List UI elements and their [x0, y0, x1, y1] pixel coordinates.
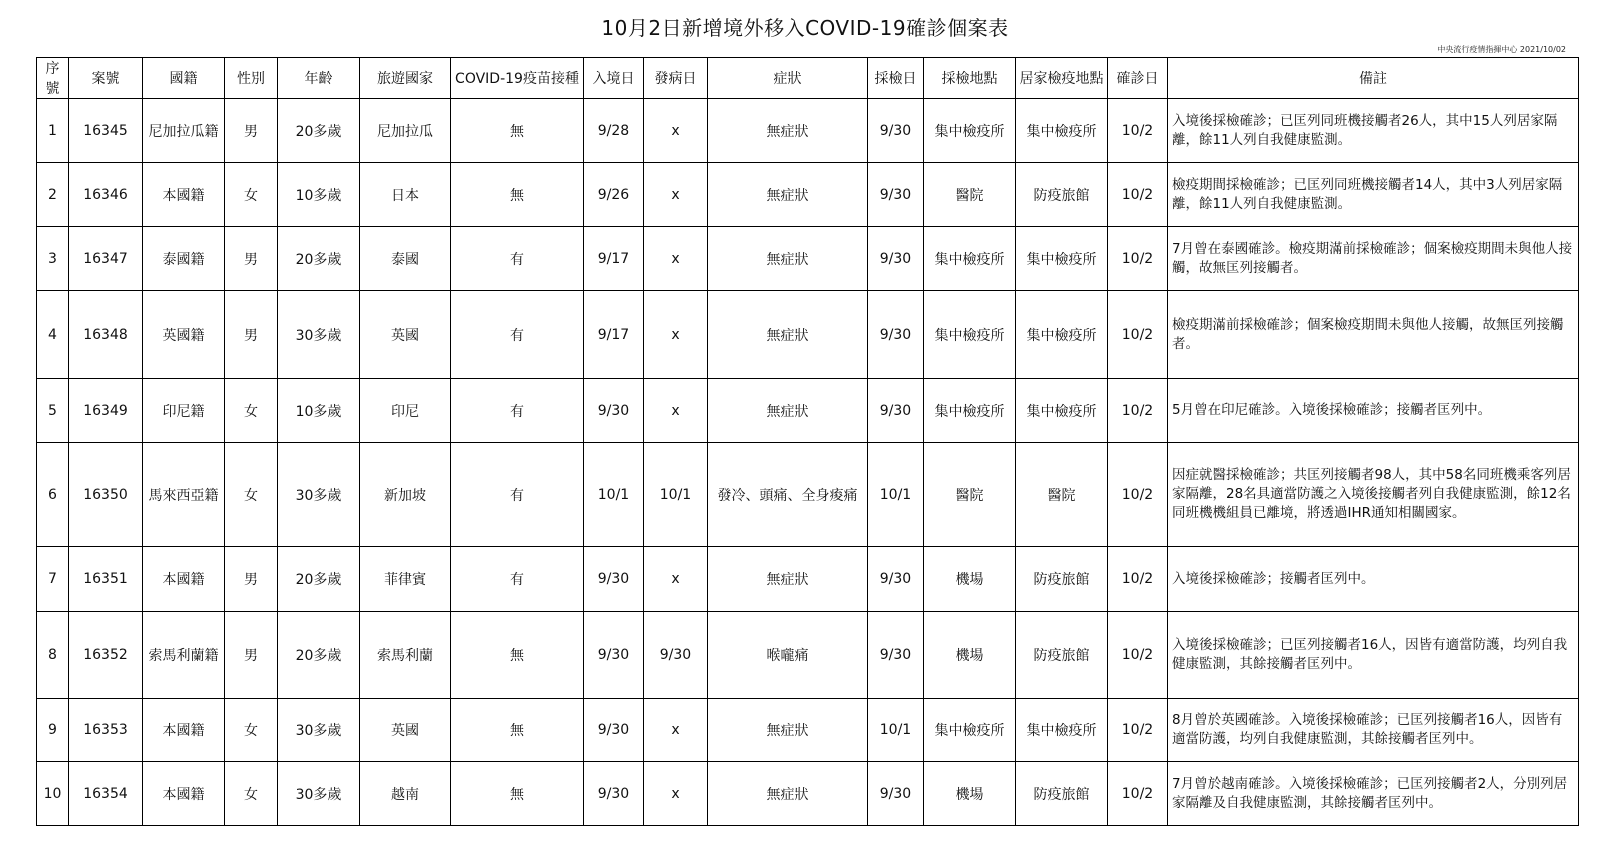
cell-vaccine: 有	[451, 227, 584, 291]
table-row	[37, 699, 1579, 762]
cell-note: 5月曾在印尼確診。入境後採檢確診；接觸者匡列中。	[1168, 379, 1579, 443]
header-test-site: 採檢地點	[924, 58, 1016, 99]
cell-vaccine: 有	[451, 291, 584, 379]
table-row	[37, 443, 1579, 547]
cell-nationality: 馬來西亞籍	[143, 443, 225, 547]
cell-no: 5	[37, 379, 69, 443]
cell-sex: 男	[225, 227, 278, 291]
cell-confirmed: 10/2	[1108, 612, 1168, 699]
cell-age: 30多歲	[278, 291, 360, 379]
cell-age: 30多歲	[278, 762, 360, 826]
cell-test-site: 集中檢疫所	[924, 291, 1016, 379]
cell-no: 1	[37, 99, 69, 163]
cell-entry: 9/30	[584, 379, 644, 443]
cell-case: 16351	[69, 547, 143, 612]
cell-confirmed: 10/2	[1108, 443, 1168, 547]
cell-sex: 男	[225, 612, 278, 699]
cell-travel: 尼加拉瓜	[360, 99, 451, 163]
cell-nationality: 英國籍	[143, 291, 225, 379]
cell-case: 16350	[69, 443, 143, 547]
cell-entry: 9/17	[584, 291, 644, 379]
table-row	[37, 379, 1579, 443]
cell-confirmed: 10/2	[1108, 699, 1168, 762]
cell-quarantine: 集中檢疫所	[1016, 699, 1108, 762]
cell-quarantine: 醫院	[1016, 443, 1108, 547]
cell-age: 30多歲	[278, 443, 360, 547]
cell-quarantine: 集中檢疫所	[1016, 227, 1108, 291]
table-row	[37, 612, 1579, 699]
cell-nationality: 本國籍	[143, 699, 225, 762]
cell-vaccine: 無	[451, 99, 584, 163]
cell-onset: x	[644, 99, 708, 163]
cell-nationality: 本國籍	[143, 762, 225, 826]
cell-onset: x	[644, 291, 708, 379]
cell-sex: 男	[225, 99, 278, 163]
cell-nationality: 索馬利蘭籍	[143, 612, 225, 699]
cell-no: 6	[37, 443, 69, 547]
header-vaccine: COVID-19疫苗接種	[451, 58, 584, 99]
cell-case: 16346	[69, 163, 143, 227]
cell-onset: 10/1	[644, 443, 708, 547]
cell-test-site: 醫院	[924, 163, 1016, 227]
cell-confirmed: 10/2	[1108, 762, 1168, 826]
cell-note: 7月曾在泰國確診。檢疫期滿前採檢確診；個案檢疫期間未與他人接觸，故無匡列接觸者。	[1168, 227, 1579, 291]
cell-confirmed: 10/2	[1108, 99, 1168, 163]
cell-nationality: 印尼籍	[143, 379, 225, 443]
cell-sex: 女	[225, 163, 278, 227]
cell-entry: 9/30	[584, 699, 644, 762]
cell-travel: 印尼	[360, 379, 451, 443]
cell-test-date: 9/30	[868, 762, 924, 826]
table-row	[37, 291, 1579, 379]
cell-note: 7月曾於越南確診。入境後採檢確診；已匡列接觸者2人，分別列居家隔離及自我健康監測，其餘接觸者匡列中。	[1168, 762, 1579, 826]
table-row	[37, 163, 1579, 227]
cell-test-site: 機場	[924, 612, 1016, 699]
header-nationality: 國籍	[143, 58, 225, 99]
cell-test-site: 醫院	[924, 443, 1016, 547]
cell-entry: 9/17	[584, 227, 644, 291]
cell-onset: x	[644, 699, 708, 762]
cell-note: 入境後採檢確診；已匡列同班機接觸者26人，其中15人列居家隔離，餘11人列自我健康監測。	[1168, 99, 1579, 163]
cell-quarantine: 防疫旅館	[1016, 163, 1108, 227]
cell-test-date: 10/1	[868, 699, 924, 762]
cell-quarantine: 防疫旅館	[1016, 547, 1108, 612]
cell-symptoms: 無症狀	[708, 547, 868, 612]
page-title: 10月2日新增境外移入COVID-19確診個案表	[601, 16, 1009, 40]
cell-vaccine: 無	[451, 163, 584, 227]
cell-confirmed: 10/2	[1108, 163, 1168, 227]
cell-age: 20多歲	[278, 612, 360, 699]
cell-entry: 9/30	[584, 762, 644, 826]
cell-nationality: 泰國籍	[143, 227, 225, 291]
cell-quarantine: 集中檢疫所	[1016, 99, 1108, 163]
cell-note: 檢疫期滿前採檢確診；個案檢疫期間未與他人接觸，故無匡列接觸者。	[1168, 291, 1579, 379]
cell-travel: 日本	[360, 163, 451, 227]
cell-confirmed: 10/2	[1108, 291, 1168, 379]
cell-case: 16354	[69, 762, 143, 826]
cell-case: 16347	[69, 227, 143, 291]
cell-note: 入境後採檢確診；已匡列接觸者16人，因皆有適當防護，均列自我健康監測，其餘接觸者匡列中。	[1168, 612, 1579, 699]
table-row	[37, 99, 1579, 163]
cell-confirmed: 10/2	[1108, 547, 1168, 612]
cell-test-date: 9/30	[868, 99, 924, 163]
cell-symptoms: 無症狀	[708, 291, 868, 379]
cell-sex: 女	[225, 762, 278, 826]
header-travel: 旅遊國家	[360, 58, 451, 99]
cell-travel: 索馬利蘭	[360, 612, 451, 699]
cell-symptoms: 無症狀	[708, 379, 868, 443]
cell-onset: x	[644, 163, 708, 227]
cell-sex: 男	[225, 291, 278, 379]
header-note: 備註	[1168, 58, 1579, 99]
cell-no: 2	[37, 163, 69, 227]
cell-no: 4	[37, 291, 69, 379]
cell-travel: 英國	[360, 699, 451, 762]
header-row	[37, 58, 1579, 99]
cell-test-site: 集中檢疫所	[924, 99, 1016, 163]
cell-case: 16352	[69, 612, 143, 699]
cell-no: 7	[37, 547, 69, 612]
cell-no: 8	[37, 612, 69, 699]
cell-travel: 菲律賓	[360, 547, 451, 612]
cell-no: 9	[37, 699, 69, 762]
cell-case: 16353	[69, 699, 143, 762]
cell-no: 10	[37, 762, 69, 826]
cell-confirmed: 10/2	[1108, 227, 1168, 291]
cell-quarantine: 集中檢疫所	[1016, 291, 1108, 379]
cell-age: 30多歲	[278, 699, 360, 762]
cell-onset: x	[644, 762, 708, 826]
header-onset: 發病日	[644, 58, 708, 99]
cell-quarantine: 集中檢疫所	[1016, 379, 1108, 443]
cell-symptoms: 無症狀	[708, 99, 868, 163]
cell-vaccine: 無	[451, 762, 584, 826]
cell-confirmed: 10/2	[1108, 379, 1168, 443]
cell-onset: x	[644, 547, 708, 612]
cell-entry: 9/30	[584, 547, 644, 612]
cell-nationality: 本國籍	[143, 163, 225, 227]
cell-age: 20多歲	[278, 227, 360, 291]
header-sex: 性別	[225, 58, 278, 99]
cell-sex: 女	[225, 443, 278, 547]
cell-test-date: 9/30	[868, 227, 924, 291]
cell-vaccine: 有	[451, 547, 584, 612]
cell-travel: 越南	[360, 762, 451, 826]
table-row	[37, 227, 1579, 291]
header-no: 序號	[37, 58, 69, 99]
cell-case: 16348	[69, 291, 143, 379]
source-date: 中央流行疫情指揮中心 2021/10/02	[1437, 45, 1566, 54]
cell-test-site: 集中檢疫所	[924, 227, 1016, 291]
cell-quarantine: 防疫旅館	[1016, 762, 1108, 826]
cell-test-date: 9/30	[868, 379, 924, 443]
cell-travel: 新加坡	[360, 443, 451, 547]
cell-onset: 9/30	[644, 612, 708, 699]
cell-symptoms: 喉嚨痛	[708, 612, 868, 699]
cell-symptoms: 無症狀	[708, 163, 868, 227]
cell-note: 檢疫期間採檢確診；已匡列同班機接觸者14人，其中3人列居家隔離，餘11人列自我健康監測。	[1168, 163, 1579, 227]
cell-test-date: 9/30	[868, 291, 924, 379]
cell-age: 10多歲	[278, 379, 360, 443]
cell-note: 入境後採檢確診；接觸者匡列中。	[1168, 547, 1579, 612]
cell-test-date: 10/1	[868, 443, 924, 547]
cell-test-site: 機場	[924, 547, 1016, 612]
cell-onset: x	[644, 227, 708, 291]
cell-case: 16345	[69, 99, 143, 163]
cell-no: 3	[37, 227, 69, 291]
cell-entry: 9/28	[584, 99, 644, 163]
cell-entry: 10/1	[584, 443, 644, 547]
cell-quarantine: 防疫旅館	[1016, 612, 1108, 699]
cell-travel: 泰國	[360, 227, 451, 291]
cell-symptoms: 無症狀	[708, 699, 868, 762]
cell-entry: 9/26	[584, 163, 644, 227]
cell-sex: 女	[225, 379, 278, 443]
cell-symptoms: 無症狀	[708, 762, 868, 826]
header-case: 案號	[69, 58, 143, 99]
cell-age: 20多歲	[278, 547, 360, 612]
cell-test-date: 9/30	[868, 163, 924, 227]
case-table	[36, 57, 1579, 826]
header-entry: 入境日	[584, 58, 644, 99]
cell-test-site: 集中檢疫所	[924, 379, 1016, 443]
cell-vaccine: 無	[451, 612, 584, 699]
table-row	[37, 547, 1579, 612]
cell-sex: 女	[225, 699, 278, 762]
cell-test-date: 9/30	[868, 612, 924, 699]
cell-test-site: 集中檢疫所	[924, 699, 1016, 762]
cell-travel: 英國	[360, 291, 451, 379]
cell-test-date: 9/30	[868, 547, 924, 612]
cell-nationality: 尼加拉瓜籍	[143, 99, 225, 163]
cell-symptoms: 發冷、頭痛、全身痠痛	[708, 443, 868, 547]
cell-test-site: 機場	[924, 762, 1016, 826]
cell-note: 8月曾於英國確診。入境後採檢確診；已匡列接觸者16人，因皆有適當防護，均列自我健康監測，其餘接觸者匡列中。	[1168, 699, 1579, 762]
cell-sex: 男	[225, 547, 278, 612]
cell-age: 10多歲	[278, 163, 360, 227]
header-test-date: 採檢日	[868, 58, 924, 99]
cell-age: 20多歲	[278, 99, 360, 163]
cell-vaccine: 無	[451, 699, 584, 762]
cell-case: 16349	[69, 379, 143, 443]
cell-note: 因症就醫採檢確診；共匡列接觸者98人，其中58名同班機乘客列居家隔離，28名具適當防護之入境後接觸者列自我健康監測，餘12名同班機機組員已離境，將透過IHR通知相關國家。	[1168, 443, 1579, 547]
cell-vaccine: 有	[451, 379, 584, 443]
cell-nationality: 本國籍	[143, 547, 225, 612]
cell-symptoms: 無症狀	[708, 227, 868, 291]
header-age: 年齡	[278, 58, 360, 99]
table-row	[37, 762, 1579, 826]
header-quarantine: 居家檢疫地點	[1016, 58, 1108, 99]
cell-vaccine: 有	[451, 443, 584, 547]
header-confirmed: 確診日	[1108, 58, 1168, 99]
header-symptoms: 症狀	[708, 58, 868, 99]
cell-entry: 9/30	[584, 612, 644, 699]
cell-onset: x	[644, 379, 708, 443]
